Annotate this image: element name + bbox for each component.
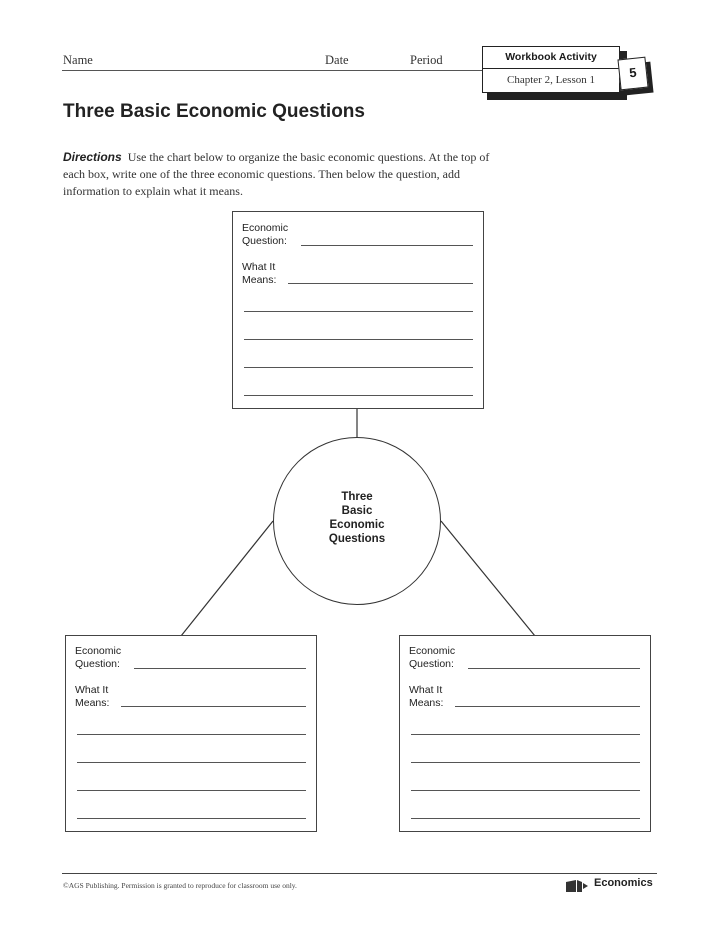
question-box-left (65, 635, 317, 832)
what-it-means-label: What It Means: (409, 684, 444, 709)
copyright-notice: ©AGS Publishing. Permission is granted to reproduce for classroom use only. (63, 881, 297, 890)
means-write-line[interactable] (288, 283, 473, 284)
book-icon (566, 880, 588, 892)
footer-rule (62, 873, 657, 874)
question-write-line[interactable] (134, 668, 306, 669)
period-label: Period (410, 53, 443, 67)
economic-question-label: Economic Question: (409, 645, 456, 670)
question-write-line[interactable] (301, 245, 473, 246)
answer-line[interactable] (77, 762, 306, 763)
what-it-means-label: What It Means: (75, 684, 110, 709)
answer-line[interactable] (244, 311, 473, 312)
answer-line[interactable] (244, 395, 473, 396)
chapter-lesson-label: Chapter 2, Lesson 1 (507, 74, 595, 86)
means-write-line[interactable] (455, 706, 640, 707)
what-it-means-label: What It Means: (242, 261, 277, 286)
directions-label: Directions (63, 150, 122, 164)
directions-text: Use the chart below to organize the basic economic questions. At the top of each box, write one of the three economic questions. Then below the question, add information to explain what it means. (63, 150, 490, 198)
answer-line[interactable] (411, 790, 640, 791)
subject-label: Economics (594, 877, 653, 889)
connector-right (441, 521, 535, 636)
question-box-top (232, 211, 484, 409)
page-title: Three Basic Economic Questions (63, 101, 365, 122)
answer-line[interactable] (244, 367, 473, 368)
date-label: Date (325, 53, 349, 67)
economic-question-label: Economic Question: (75, 645, 122, 670)
activity-number: 5 (617, 57, 648, 91)
answer-line[interactable] (244, 339, 473, 340)
answer-line[interactable] (77, 818, 306, 819)
name-label: Name (63, 53, 93, 67)
question-write-line[interactable] (468, 668, 640, 669)
center-topic-circle (273, 437, 441, 605)
answer-line[interactable] (411, 734, 640, 735)
means-write-line[interactable] (121, 706, 306, 707)
connector-left (181, 521, 273, 636)
answer-line[interactable] (77, 734, 306, 735)
answer-line[interactable] (411, 818, 640, 819)
question-box-right (399, 635, 651, 832)
economic-question-label: Economic Question: (242, 222, 289, 247)
answer-line[interactable] (77, 790, 306, 791)
answer-line[interactable] (411, 762, 640, 763)
workbook-activity-label: Workbook Activity (483, 47, 619, 69)
center-topic-text: Three Basic Economic Questions (328, 491, 386, 545)
